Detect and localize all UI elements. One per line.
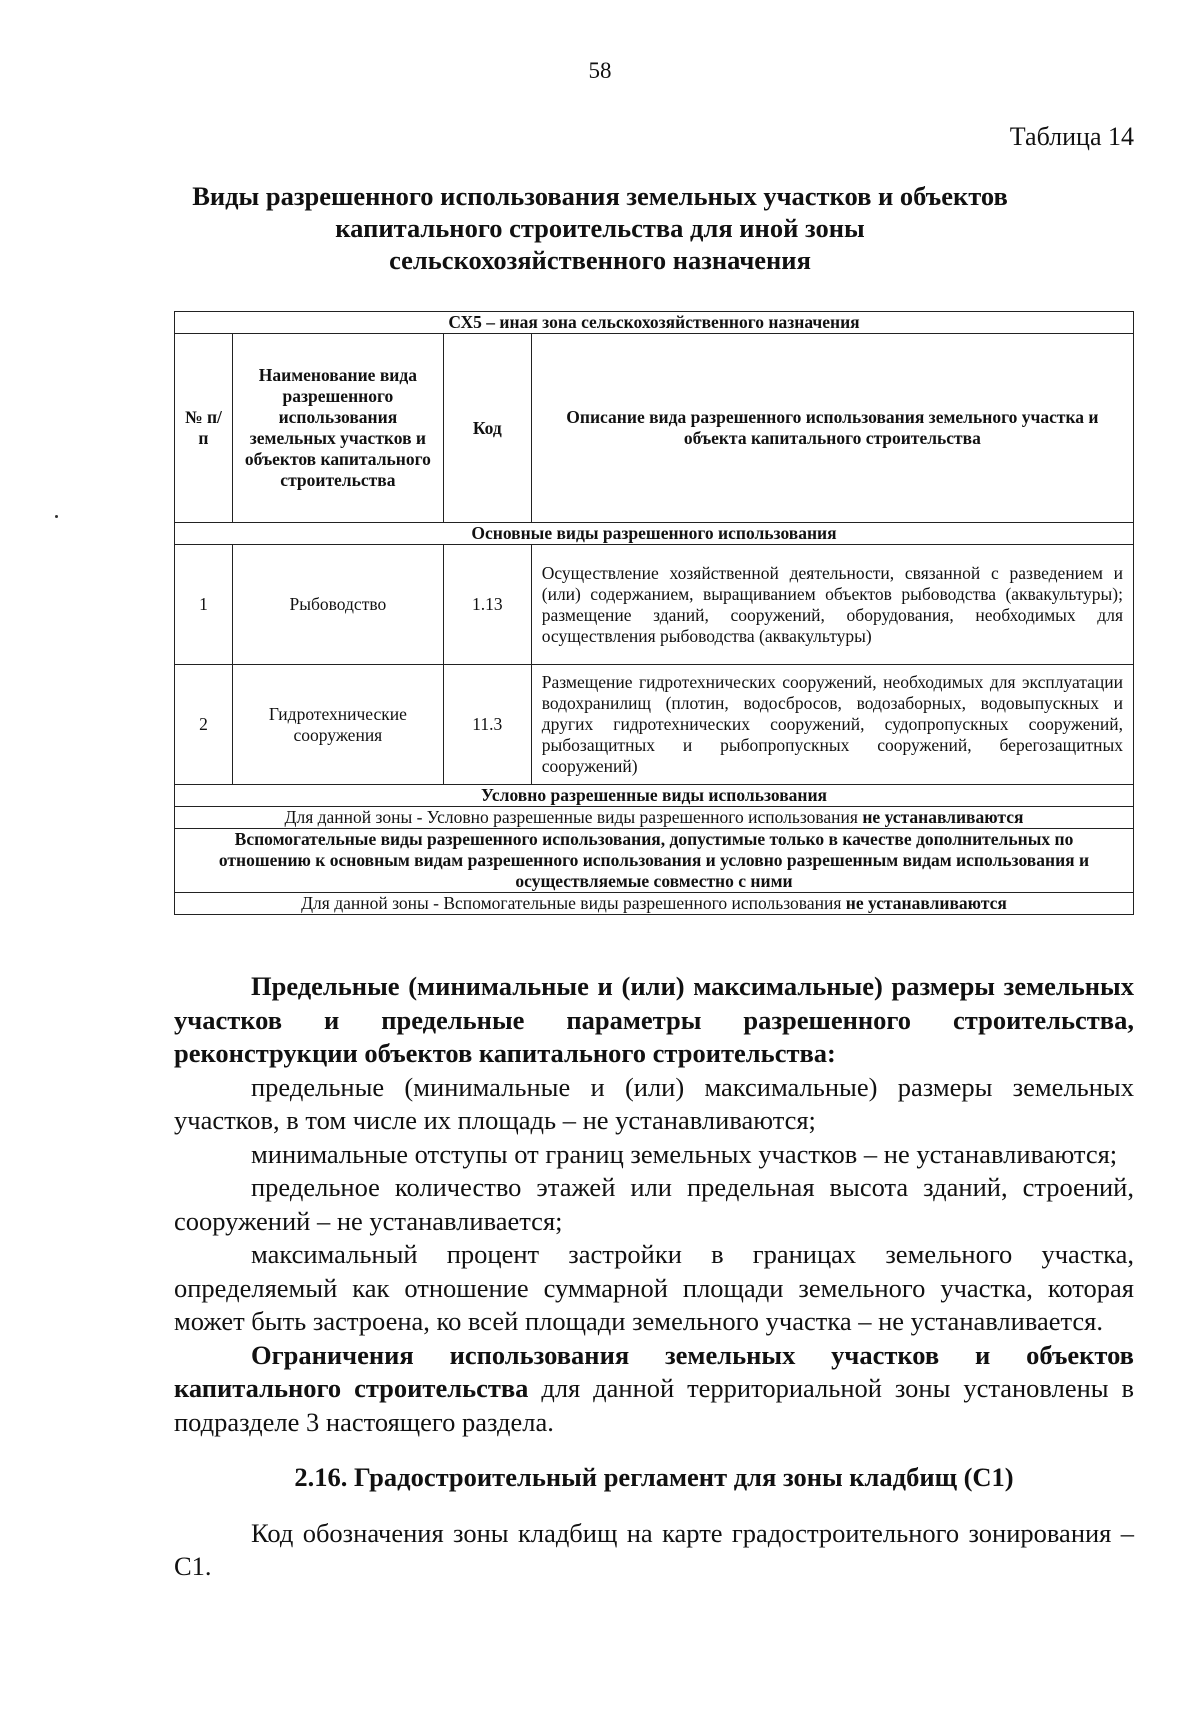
- row-num: 1: [175, 545, 233, 665]
- restrictions-paragraph: [174, 1339, 1134, 1440]
- paragraph: максимальный процент застройки в границах земельного участка, определяемый как отношение суммарной площади земельного участка, которая может быть застроена, ко всей площади земельного участка – не устанавливается.: [174, 1239, 1134, 1336]
- row-name: Рыбоводство: [232, 545, 443, 665]
- paragraph: минимальные отступы от границ земельных участков – не устанавливаются;: [251, 1138, 1118, 1169]
- conditional-note-text: Для данной зоны - Условно разрешенные виды разрешенного использования: [284, 807, 863, 827]
- conditional-note-bold: не устанавливаются: [862, 807, 1024, 827]
- auxiliary-note-text: Для данной зоны - Вспомогательные виды разрешенного использования: [301, 893, 846, 913]
- paragraph: предельные (минимальные и (или) максимальные) размеры земельных участков, в том числе их площадь – не устанавливаются;: [174, 1071, 1134, 1135]
- table-title-line: сельскохозяйственного назначения: [389, 245, 811, 275]
- section-main-uses: Основные виды разрешенного использования: [175, 523, 1134, 545]
- row-code: 1.13: [443, 545, 531, 665]
- section-auxiliary-uses: Вспомогательные виды разрешенного использования, допустимые только в качестве дополнительных по отношению к основным видам разрешенного использования и условно разрешенным видам использования и осуществляемые совместно с ними: [175, 829, 1134, 893]
- restrictions-bold: Ограничения использования земельных участков и объектов капитального строительства: [174, 1339, 1134, 1403]
- limits-heading: Предельные (минимальные и (или) максимальные) размеры земельных участков и предельные параметры разрешенного строительства, реконструкции объектов капитального строительства:: [174, 971, 1134, 1068]
- table-row: [175, 545, 1134, 665]
- zone-header: СХ5 – иная зона сельскохозяйственного назначения: [175, 312, 1134, 334]
- column-header-name: Наименование вида разрешенного использования земельных участков и объектов капитального строительства: [232, 334, 443, 523]
- table-title-line: капитального строительства для иной зоны: [335, 213, 865, 243]
- column-header-num: № п/п: [175, 334, 233, 523]
- column-header-description: Описание вида разрешенного использования земельного участка и объекта капитального строительства: [531, 334, 1133, 523]
- row-description: Осуществление хозяйственной деятельности, связанной с разведением и (или) содержанием, выращиванием объектов рыбоводства (аквакультуры); размещение зданий, сооружений, оборудования, необходимых для осуществления рыбоводства (аквакультуры): [531, 545, 1133, 665]
- row-num: 2: [175, 665, 233, 785]
- row-name: Гидротехнические сооружения: [232, 665, 443, 785]
- table-title: [150, 180, 1050, 276]
- table-label: Таблица 14: [1009, 122, 1134, 151]
- section-conditional-uses: Условно разрешенные виды использования: [175, 785, 1134, 807]
- row-description: Размещение гидротехнических сооружений, необходимых для эксплуатации водохранилищ (плотин, водосбросов, водозаборных, водовыпускных и других гидротехнических сооружений, судопропускных сооружений, рыбозащитных и рыбопропускных сооружений, берегозащитных сооружений): [531, 665, 1133, 785]
- restrictions-text: для данной территориальной зоны установлены в подразделе 3 настоящего раздела.: [174, 1373, 1134, 1437]
- conditional-note: [175, 807, 1134, 829]
- table-title-line: Виды разрешенного использования земельных участков и объектов: [192, 181, 1008, 211]
- table-row: [175, 665, 1134, 785]
- scan-speck: [55, 515, 58, 518]
- section-heading: 2.16. Градостроительный регламент для зоны кладбищ (С1): [294, 1462, 1014, 1492]
- land-use-table: [174, 311, 1134, 915]
- auxiliary-note-bold: не устанавливаются: [845, 893, 1007, 913]
- page-number: 58: [588, 58, 612, 83]
- column-header-code: Код: [443, 334, 531, 523]
- paragraph: предельное количество этажей или предельная высота зданий, строений, сооружений – не устанавливается;: [174, 1172, 1134, 1236]
- paragraph: Код обозначения зоны кладбищ на карте градостроительного зонирования – С1.: [174, 1517, 1134, 1581]
- auxiliary-note: [175, 893, 1134, 915]
- document-body: [174, 970, 1134, 1584]
- row-code: 11.3: [443, 665, 531, 785]
